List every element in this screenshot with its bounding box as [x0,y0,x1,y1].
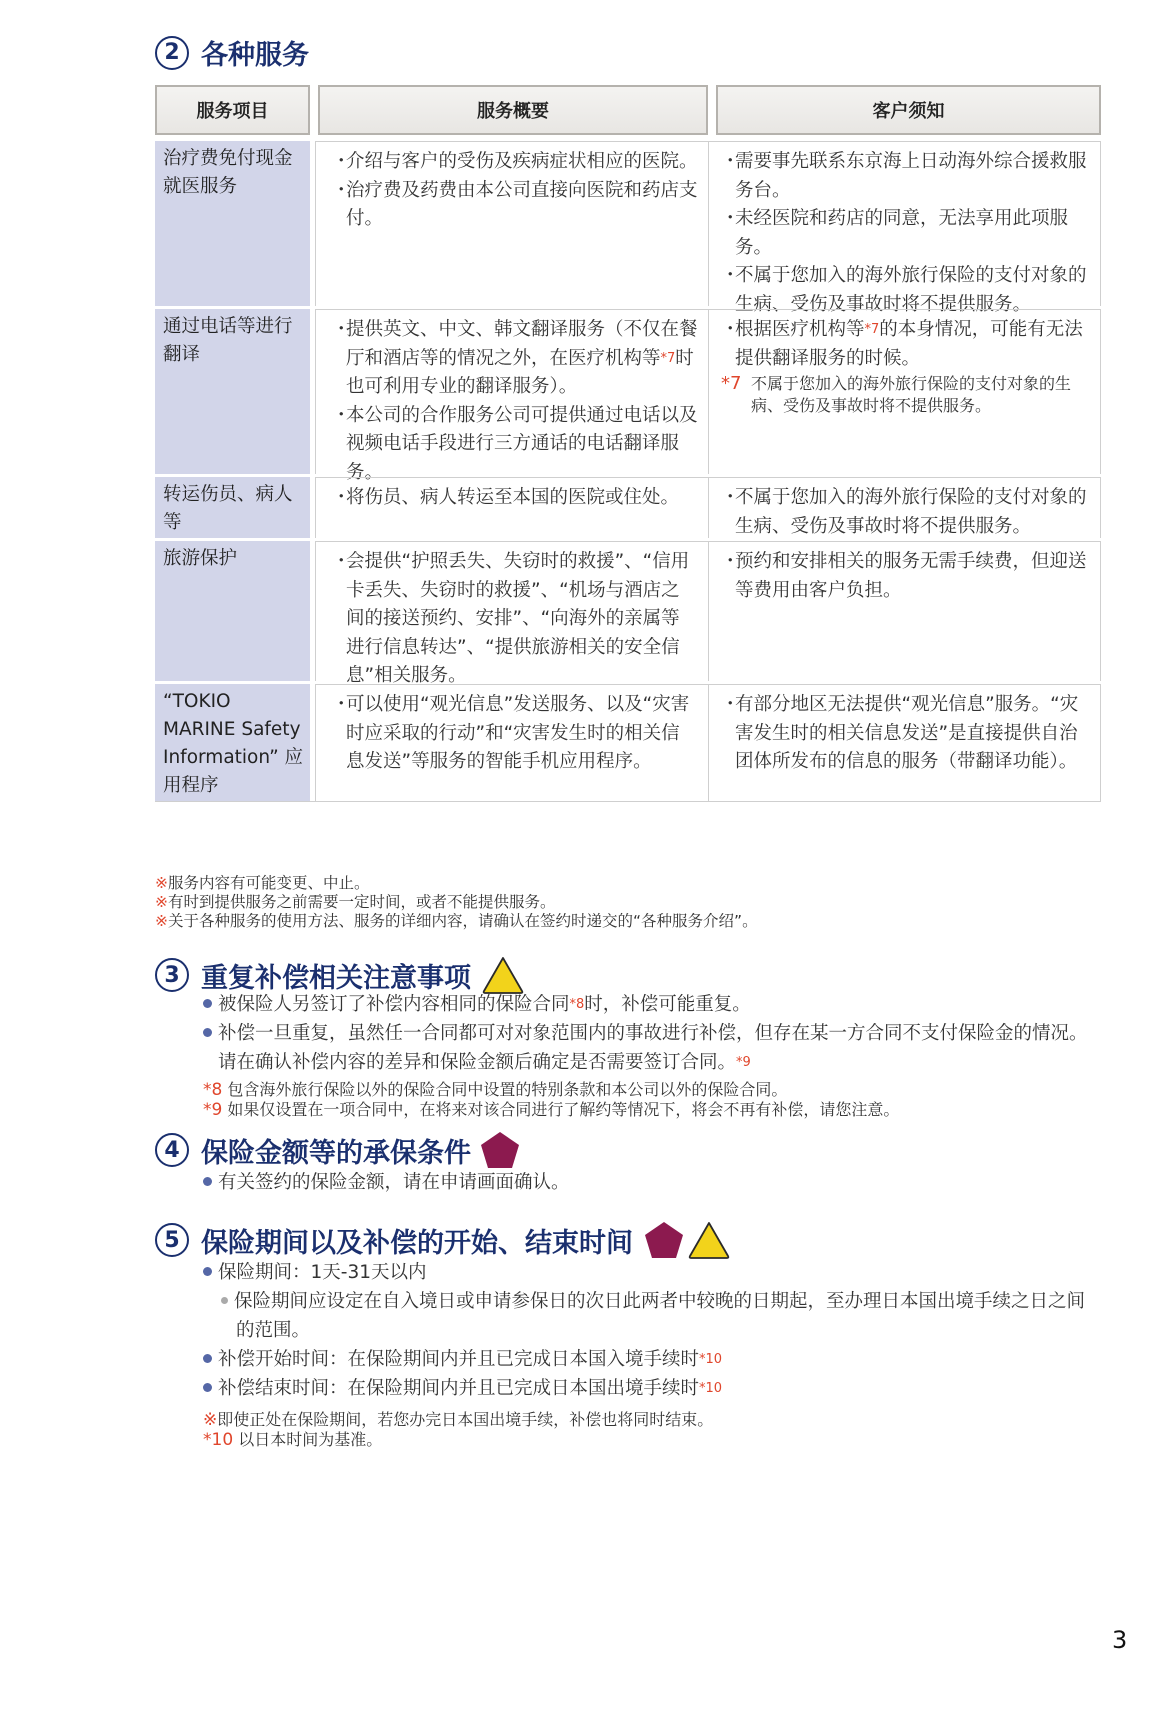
table-row [155,309,1101,483]
header-notes: 客户须知 [716,85,1101,135]
table-footnotes [155,874,758,931]
section-title: 保险金额等的承保条件 [201,1137,471,1169]
section-number: 4 [155,1133,189,1167]
service-notes [709,541,1101,681]
summary-item: ・ 会提供“护照丢失、失窃时的救援”、“信用卡丢失、失窃时的救援”、“机场与酒店之间的接送预约、安排”、“向海外的亲属等进行信息转达”、“提供旅游相关的安全信息”相关服务。 [332,548,698,691]
bullet-item: 有关签约的保险金额，请在申请画面确认。 [203,1168,1103,1197]
table-row [155,541,1101,686]
section-4-heading [155,1130,521,1170]
section-5-body [203,1258,1103,1403]
service-summary [315,541,709,686]
section-5-footnotes [203,1410,713,1450]
section-3-body [203,990,1103,1077]
bullet-item: 补偿一旦重复，虽然任一合同都可对对象范围内的事故进行补偿，但存在某一方合同不支付保险金的情况。请在确认补偿内容的差异和保险金额后确定是否需要签订合同。$^{*9}$ [203,1019,1103,1077]
header-summary: 服务概要 [318,85,708,135]
pentagon-icon [479,1130,521,1170]
summary-item: ・ 提供英文、中文、韩文翻译服务（不仅在餐厅和酒店等的情况之外，在医疗机构等$^{*7}$时也可利用专业的翻译服务）。 [332,316,698,402]
note-item: ・ 预约和安排相关的服务无需手续费，但迎送等费用由客户负担。 [721,548,1090,605]
section-number: 2 [155,36,189,70]
table-row [155,477,1101,538]
section-title: 重复补偿相关注意事项 [201,962,471,994]
summary-item: ・ 治疗费及药费由本公司直接向医院和药店支付。 [332,177,698,234]
service-notes [709,141,1101,315]
section-3-footnotes [203,1080,899,1120]
service-name: 治疗费免付现金就医服务 [155,141,310,306]
bullet-item: 补偿结束时间：在保险期间内并且已完成日本国出境手续时$^{*10}$ [203,1374,1103,1403]
footnote: *8 包含海外旅行保险以外的保险合同中设置的特别条款和本公司以外的保险合同。 [203,1080,788,1100]
service-name: 转运伤员、病人等 [155,477,310,538]
footnote: ※关于各种服务的使用方法、服务的详细内容，请确认在签约时递交的“各种服务介绍”。 [155,912,758,930]
service-summary [315,309,709,483]
warning-triangle-icon [687,1220,731,1260]
summary-item: ・ 可以使用“观光信息”发送服务、以及“灾害时应采取的行动”和“灾害发生时的相关信息发送”等服务的智能手机应用程序。 [332,691,698,777]
section-4-body [203,1168,1103,1197]
service-name: 旅游保护 [155,541,310,681]
section-3-heading [155,955,525,995]
note-item: ・ 不属于您加入的海外旅行保险的支付对象的生病、受伤及事故时将不提供服务。 [721,262,1090,319]
pentagon-icon [643,1220,685,1260]
footnote: *10 以日本时间为基准。 [203,1430,383,1450]
section-2-heading [155,33,309,72]
section-number: 5 [155,1223,189,1257]
summary-item: ・ 本公司的合作服务公司可提供通过电话以及视频电话手段进行三方通话的电话翻译服务。 [332,402,698,488]
service-name: 通过电话等进行翻译 [155,309,310,474]
summary-item: ・ 将伤员、病人转运至本国的医院或住处。 [332,484,698,513]
service-summary [315,141,709,306]
note-item: ・ 未经医院和药店的同意，无法享用此项服务。 [721,205,1090,262]
header-item: 服务项目 [155,85,310,135]
page-number: 3 [1112,1626,1128,1654]
section-title: 保险期间以及补偿的开始、结束时间 [201,1227,633,1259]
footnote: ※服务内容有可能变更、中止。 [155,874,370,892]
service-notes [709,309,1101,474]
row-footnote: *7 不属于您加入的海外旅行保险的支付对象的生病、受伤及事故时将不提供服务。 [721,373,1072,415]
service-name: “TOKIO MARINE Safety Information” 应用程序 [155,684,310,801]
note-item: ・ 不属于您加入的海外旅行保险的支付对象的生病、受伤及事故时将不提供服务。 [721,484,1090,541]
sub-bullet-item: 保险期间应设定在自入境日或申请参保日的次日此两者中较晚的日期起，至办理日本国出境手续之日之间的范围。 [221,1287,1103,1345]
footnote: *9 如果仅设置在一项合同中，在将来对该合同进行了解约等情况下，将会不再有补偿，请您注意。 [203,1100,900,1120]
warning-triangle-icon [481,955,525,995]
summary-item: ・ 介绍与客户的受伤及疾病症状相应的医院。 [332,148,698,177]
service-notes [709,477,1101,538]
note-item: ・ 需要事先联系东京海上日动海外综合援救服务台。 [721,148,1090,205]
table-row [155,141,1101,315]
table-row [155,684,1101,802]
section-5-heading [155,1220,731,1260]
footnote: ※即使正处在保险期间，若您办完日本国出境手续，补偿也将同时结束。 [203,1410,714,1430]
service-summary [315,477,709,538]
service-notes [709,684,1101,801]
section-number: 3 [155,958,189,992]
bullet-item: 被保险人另签订了补偿内容相同的保险合同$^{*8}$时，补偿可能重复。 [203,990,1103,1019]
note-item: ・ 有部分地区无法提供“观光信息”服务。“灾害发生时的相关信息发送”是直接提供自治团体所发布的信息的服务（带翻译功能）。 [721,691,1090,777]
note-item: ・ 根据医疗机构等$^{*7}$的本身情况，可能有无法提供翻译服务的时候。 [721,316,1090,373]
footnote: ※有时到提供服务之前需要一定时间，或者不能提供服务。 [155,893,556,911]
service-summary [315,684,709,801]
section-title: 各种服务 [201,40,309,71]
bullet-item: 保险期间：1天-31天以内 [203,1258,1103,1287]
bullet-item: 补偿开始时间：在保险期间内并且已完成日本国入境手续时$^{*10}$ [203,1345,1103,1374]
